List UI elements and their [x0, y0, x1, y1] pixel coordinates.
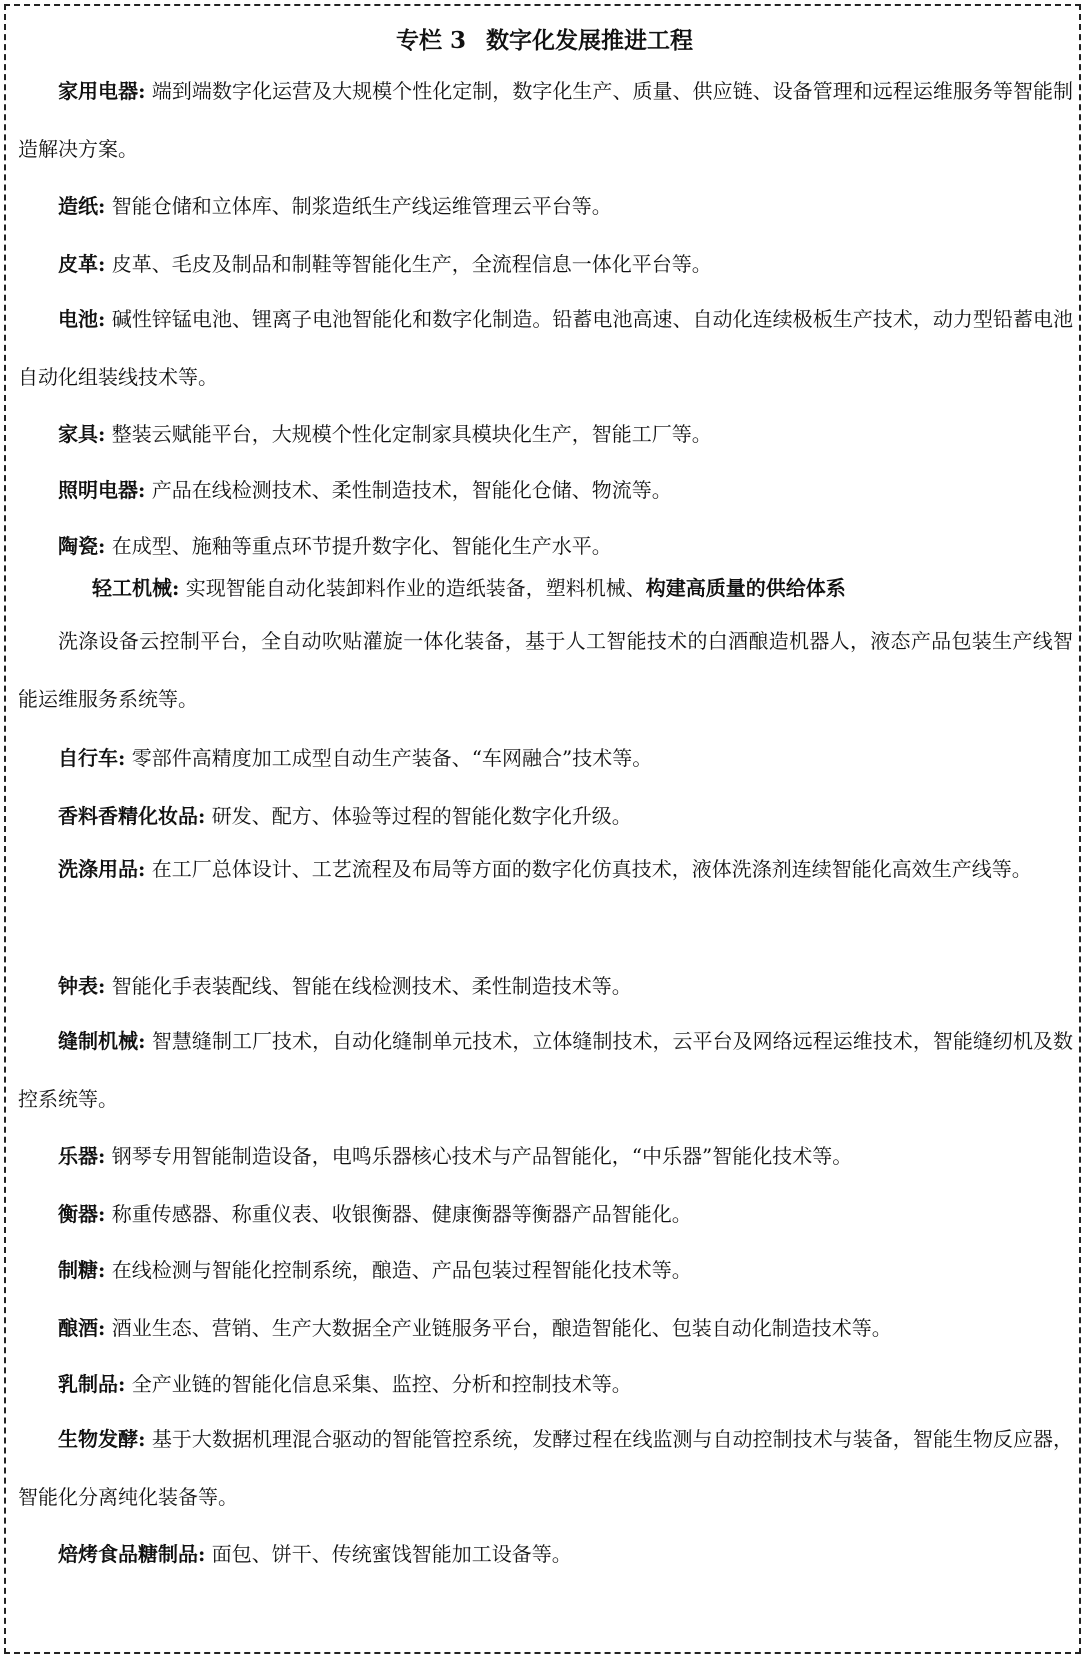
- box-title-text: 数字化发展推进工程: [486, 27, 694, 54]
- item-sewing-machinery: 缝制机械: 智慧缝制工厂技术，自动化缝制单元技术，立体缝制技术，云平台及网络远程运维技术，智能缝纫机及数控系统等。: [18, 1029, 1073, 1111]
- item-musical-instruments: 乐器: 钢琴专用智能制造设备，电鸣乐器核心技术与产品智能化，“中乐器”智能化技术等。: [58, 1144, 853, 1168]
- item-leather: 皮革: 皮革、毛皮及制品和制鞋等智能化生产，全流程信息一体化平台等。: [58, 252, 712, 276]
- item-brewing: 酿酒: 酒业生态、营销、生产大数据全产业链服务平台，酿造智能化、包装自动化制造技术等。: [58, 1316, 892, 1340]
- item-paper: 造纸: 智能仓储和立体库、制浆造纸生产线运维管理云平台等。: [58, 194, 612, 218]
- item-weighing: 衡器: 称重传感器、称重仪表、收银衡器、健康衡器等衡器产品智能化。: [58, 1202, 692, 1226]
- item-fragrance-cosmetics: 香料香精化妆品: 研发、配方、体验等过程的智能化数字化升级。: [58, 804, 632, 828]
- item-detergent: 洗涤用品: 在工厂总体设计、工艺流程及布局等方面的数字化仿真技术，液体洗涤剂连续智能化高效生产线等。: [58, 857, 1032, 881]
- item-bio-fermentation: 生物发酵: 基于大数据机理混合驱动的智能管控系统，发酵过程在线监测与自动控制技术与装备，智能生物反应器，智能化分离纯化装备等。: [18, 1427, 1073, 1509]
- item-sugar: 制糖: 在线检测与智能化控制系统，酿造、产品包装过程智能化技术等。: [58, 1258, 692, 1282]
- item-washing-equipment: 洗涤设备云控制平台，全自动吹贴灌旋一体化装备，基于人工智能技术的白酒酿造机器人，液态产品包装生产线智能运维服务系统等。: [18, 629, 1073, 711]
- item-furniture: 家具: 整装云赋能平台，大规模个性化定制家具模块化生产，智能工厂等。: [58, 422, 712, 446]
- box-title-label: 专栏 3: [395, 27, 466, 54]
- item-ceramics: 陶瓷: 在成型、施釉等重点环节提升数字化、智能化生产水平。: [58, 534, 612, 558]
- item-dairy: 乳制品: 全产业链的智能化信息采集、监控、分析和控制技术等。: [58, 1372, 632, 1396]
- item-household-appliances: 家用电器: 端到端数字化运营及大规模个性化定制，数字化生产、质量、供应链、设备管理和远程运维服务等智能制造解决方案。: [18, 79, 1073, 161]
- item-bakery-confectionery: 焙烤食品糖制品: 面包、饼干、传统蜜饯智能加工设备等。: [58, 1542, 572, 1566]
- item-light-industry-machinery: 轻工机械: 实现智能自动化装卸料作业的造纸装备，塑料机械、构建高质量的供给体系: [92, 576, 846, 600]
- item-battery: 电池: 碱性锌锰电池、锂离子电池智能化和数字化制造。铅蓄电池高速、自动化连续极板生产技术，动力型铅蓄电池自动化组装线技术等。: [18, 307, 1074, 389]
- item-lighting: 照明电器: 产品在线检测技术、柔性制造技术，智能化仓储、物流等。: [58, 478, 672, 502]
- box-title: [0, 22, 1089, 55]
- item-watches: 钟表: 智能化手表装配线、智能在线检测技术、柔性制造技术等。: [58, 974, 632, 998]
- item-bicycle: 自行车: 零部件高精度加工成型自动生产装备、“车网融合”技术等。: [58, 746, 653, 770]
